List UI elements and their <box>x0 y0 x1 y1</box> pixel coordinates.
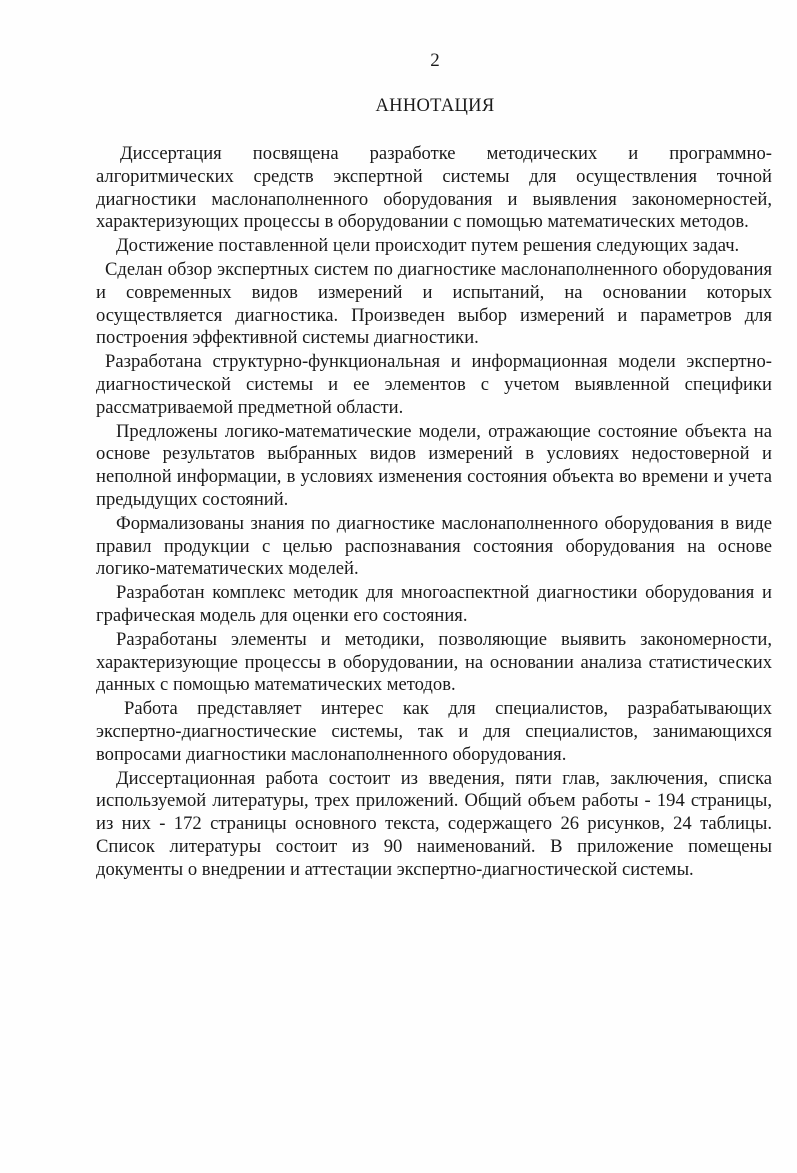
page-title: АННОТАЦИЯ <box>375 96 495 116</box>
paragraph-10: Диссертационная работа состоит из введения, пяти глав, заключения, списка используемой литературы, трех приложений. Общий объем работы - 194 страницы, из них - 172 страницы основного текста, содержащего 26 рисунков, 24 таблицы. Список литературы состоит из 90 наименований. В приложение помещены документы о внедрении и аттестации экспертно-диагностической системы. <box>96 767 772 880</box>
paragraph-3: Сделан обзор экспертных систем по диагностике маслонаполненного оборудования и современных видов измерений и испытаний, на основании которых осуществляется диагностика. Произведен выбор измерений и параметров для построения эффективной системы диагностики. <box>96 258 772 349</box>
paragraph-5: Предложены логико-математические модели, отражающие состояние объекта на основе результатов выбранных видов измерений в условиях недостоверной и неполной информации, в условиях изменения состояния объекта во времени и учета предыдущих состояний. <box>96 420 772 510</box>
paragraph-6: Формализованы знания по диагностике маслонаполненного оборудования в виде правил продукции с целью распознавания состояния оборудования на основе логико-математических моделей. <box>96 512 772 580</box>
annotation-body <box>96 143 772 882</box>
paragraph-8: Разработаны элементы и методики, позволяющие выявить закономерности, характеризующие процессы в оборудовании, на основании анализа статистических данных с помощью математических методов. <box>96 628 772 696</box>
paragraph-1: Диссертация посвящена разработке методических и программно-алгоритмических средств экспертной системы для осуществления точной диагностики маслонаполненного оборудования и выявления закономерностей, характеризующих процессы в оборудовании с помощью математических методов. <box>96 143 772 233</box>
paragraph-7: Разработан комплекс методик для многоаспектной диагностики оборудования и графическая модель для оценки его состояния. <box>96 582 772 626</box>
paragraph-2: Достижение поставленной цели происходит путем решения следующих задач. <box>116 235 740 257</box>
paragraph-4: Разработана структурно-функциональная и информационная модели экспертно-диагностической системы и ее элементов с учетом выявленной специфики рассматриваемой предметной области. <box>96 351 772 418</box>
paragraph-9: Работа представляет интерес как для специалистов, разрабатывающих экспертно-диагностические системы, так и для специалистов, занимающихся вопросами диагностики маслонаполненного оборудования. <box>96 698 772 765</box>
page-number: 2 <box>430 50 440 71</box>
